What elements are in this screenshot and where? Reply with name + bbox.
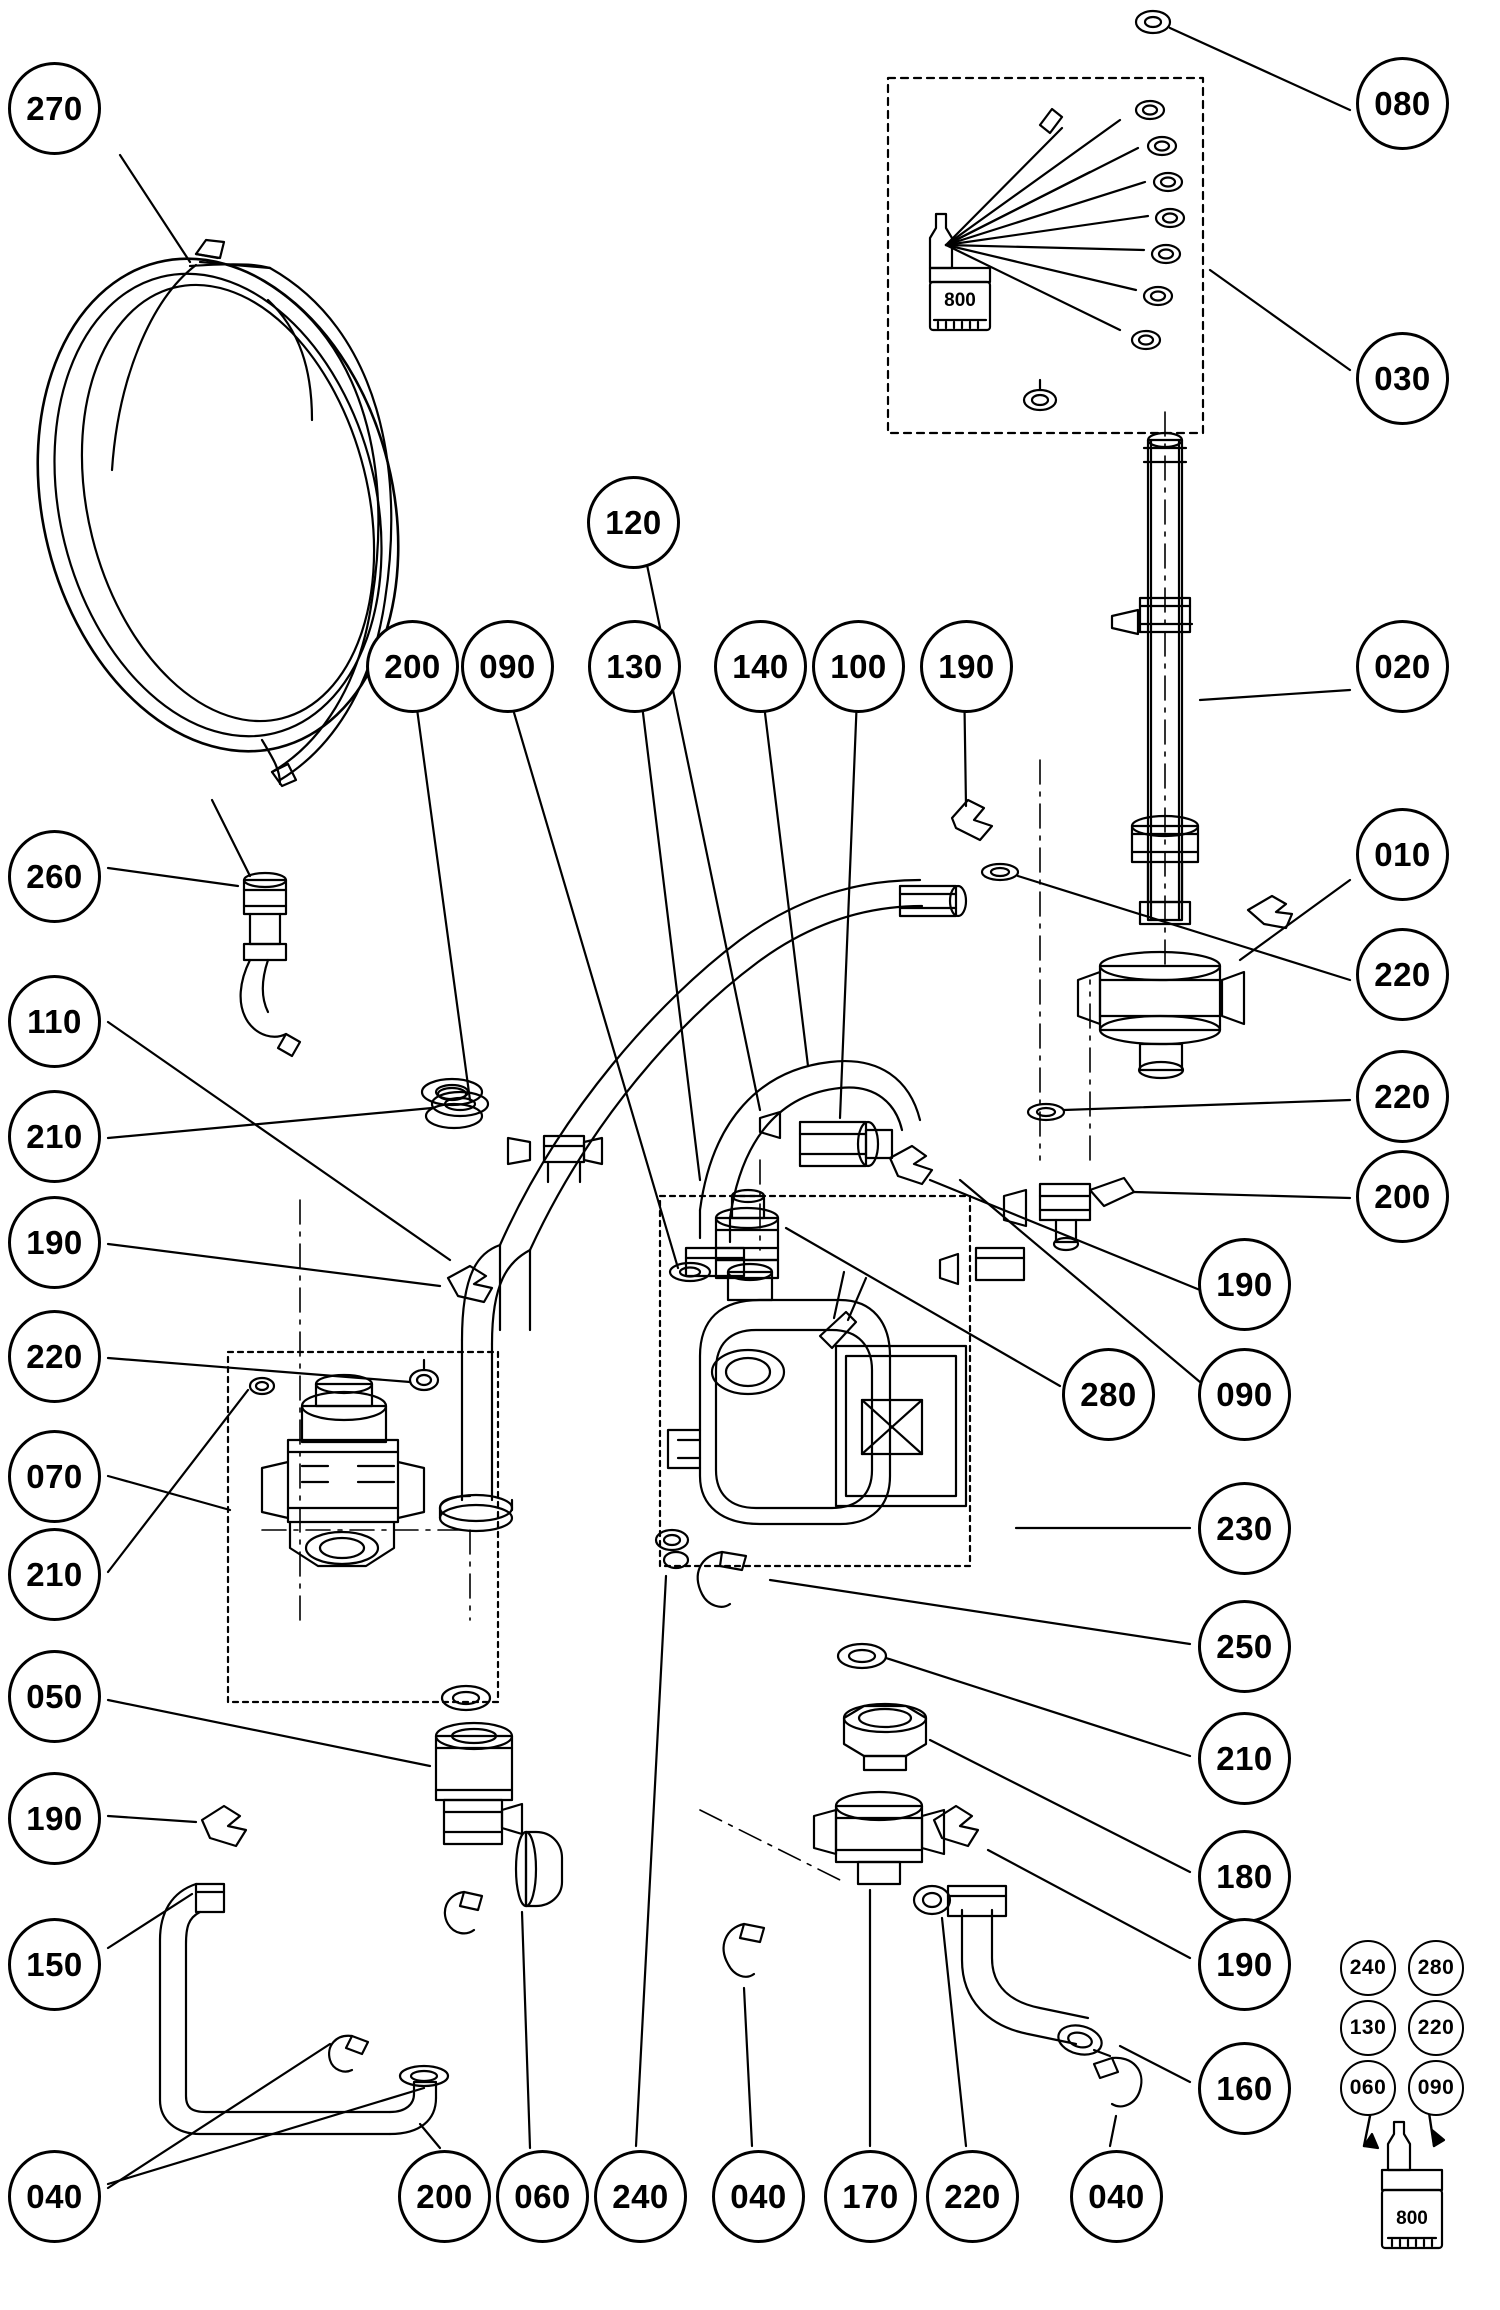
callout-170-39[interactable]: 170: [824, 2150, 917, 2243]
callout-040-34[interactable]: 040: [8, 2150, 101, 2243]
callout-210-25[interactable]: 210: [8, 1528, 101, 1621]
part-050-fitting: [436, 1723, 522, 1844]
callout-130-6[interactable]: 130: [588, 620, 681, 713]
leader-280: [786, 1228, 1060, 1386]
leader-040c: [1110, 2116, 1116, 2146]
part-100-union: [800, 1122, 892, 1166]
callout-010-12[interactable]: 010: [1356, 808, 1449, 901]
callout-200-35[interactable]: 200: [398, 2150, 491, 2243]
leader-060a: [522, 1912, 530, 2148]
leader-090a: [502, 672, 678, 1268]
part-010-tee-body: [1078, 952, 1244, 1078]
leader-050: [108, 1700, 430, 1766]
leader-240: [636, 1576, 666, 2146]
legend-item-280[interactable]: 280: [1408, 1940, 1464, 1996]
callout-200-17[interactable]: 200: [1356, 1150, 1449, 1243]
callout-040-41[interactable]: 040: [1070, 2150, 1163, 2243]
part-200-draincock: [1004, 1178, 1134, 1250]
leader-130: [638, 672, 700, 1180]
callout-140-7[interactable]: 140: [714, 620, 807, 713]
leader-160: [1120, 2046, 1190, 2082]
leader-070: [108, 1476, 230, 1510]
part-170-body: [814, 1792, 944, 1884]
leader-040a2: [108, 2044, 330, 2188]
callout-190-19[interactable]: 190: [1198, 1238, 1291, 1331]
part-190-clip-c: [890, 1146, 932, 1184]
leader-260b: [212, 800, 250, 876]
callout-090-22[interactable]: 090: [1198, 1348, 1291, 1441]
part-190-clip-d: [202, 1806, 246, 1846]
callout-210-28[interactable]: 210: [1198, 1712, 1291, 1805]
kit-bottle-label: 800: [944, 290, 976, 311]
callout-180-30[interactable]: 180: [1198, 1830, 1291, 1923]
part-260-connector: [241, 873, 300, 1056]
kit-contents-030: [930, 101, 1184, 410]
part-020-vertical-pipe: [1112, 433, 1198, 924]
leader-220b: [1064, 1100, 1350, 1110]
callout-270-0[interactable]: 270: [8, 62, 101, 155]
kit-box-070: [228, 1352, 498, 1702]
legend-item-220[interactable]: 220: [1408, 2000, 1464, 2056]
part-expansion-vessel: [0, 220, 448, 790]
leader-140: [760, 672, 808, 1066]
leader-190b: [108, 1244, 440, 1286]
callout-230-24[interactable]: 230: [1198, 1482, 1291, 1575]
leader-220a: [1018, 876, 1350, 980]
callout-160-33[interactable]: 160: [1198, 2042, 1291, 2135]
leader-250: [770, 1580, 1190, 1644]
part-220-washers: [982, 864, 1064, 1120]
kit-box-030: [888, 78, 1203, 433]
legend-item-240[interactable]: 240: [1340, 1940, 1396, 1996]
callout-080-1[interactable]: 080: [1356, 57, 1449, 150]
part-clip-010: [1248, 896, 1292, 928]
leader-020: [1200, 690, 1350, 700]
part-040-clip-right: [1094, 2058, 1141, 2107]
part-060-cap: [516, 1832, 562, 1906]
callout-220-40[interactable]: 220: [926, 2150, 1019, 2243]
callout-250-26[interactable]: 250: [1198, 1600, 1291, 1693]
part-090-port: [940, 1248, 1024, 1284]
part-210-washer-c: [838, 1644, 886, 1668]
leader-190e: [988, 1850, 1190, 1958]
callout-220-13[interactable]: 220: [1356, 928, 1449, 1021]
leader-200a: [412, 672, 470, 1100]
part-220-washer-c: [410, 1360, 438, 1390]
part-200-clip-a: [445, 1892, 482, 1933]
part-250-clip: [698, 1552, 746, 1607]
leader-040b: [744, 1988, 752, 2146]
callout-220-20[interactable]: 220: [8, 1310, 101, 1403]
legend-item-090[interactable]: 090: [1408, 2060, 1464, 2116]
part-210-washer-d: [250, 1378, 274, 1394]
part-190-clip-a: [448, 1266, 492, 1302]
part-180-nut: [844, 1704, 926, 1770]
leader-150: [108, 1894, 192, 1948]
callout-190-32[interactable]: 190: [1198, 1918, 1291, 2011]
callout-050-27[interactable]: 050: [8, 1650, 101, 1743]
part-160-pipe: [948, 1886, 1110, 2059]
legend-bottle-label: 800: [1396, 2208, 1428, 2229]
callout-280-21[interactable]: 280: [1062, 1348, 1155, 1441]
part-110-main-pipe: [440, 880, 966, 1531]
leader-080: [1170, 28, 1350, 110]
kit-box-280: [660, 1196, 970, 1566]
leader-200b: [1134, 1192, 1350, 1198]
callout-210-16[interactable]: 210: [8, 1090, 101, 1183]
leader-100: [840, 672, 858, 1118]
part-190-clip-b: [952, 800, 992, 840]
part-200-clip-b: [329, 2036, 368, 2072]
part-150-pipe: [160, 1884, 448, 2134]
leader-180: [930, 1740, 1190, 1872]
callout-090-5[interactable]: 090: [461, 620, 554, 713]
leader-110: [108, 1022, 450, 1260]
callout-040-38[interactable]: 040: [712, 2150, 805, 2243]
callout-020-10[interactable]: 020: [1356, 620, 1449, 713]
callout-150-31[interactable]: 150: [8, 1918, 101, 2011]
legend-item-130[interactable]: 130: [1340, 2000, 1396, 2056]
part-220-washer-d: [914, 1886, 950, 1914]
leader-270: [120, 155, 190, 262]
part-210-washer-e: [442, 1686, 490, 1710]
leader-040a: [108, 2088, 424, 2184]
leader-190d: [108, 1816, 196, 1822]
part-140-hose: [686, 1061, 920, 1276]
legend-item-060[interactable]: 060: [1340, 2060, 1396, 2116]
callout-260-11[interactable]: 260: [8, 830, 101, 923]
part-090-washer-a: [670, 1263, 710, 1281]
part-230-pump: [668, 1264, 966, 1524]
callout-240-37[interactable]: 240: [594, 2150, 687, 2243]
leader-030: [1210, 270, 1350, 370]
callout-200-4[interactable]: 200: [366, 620, 459, 713]
part-040-clip-mid: [724, 1924, 764, 1977]
leader-260: [108, 868, 238, 886]
callout-110-14[interactable]: 110: [8, 975, 101, 1068]
callout-220-15[interactable]: 220: [1356, 1050, 1449, 1143]
leader-010: [1240, 880, 1350, 960]
callout-190-29[interactable]: 190: [8, 1772, 101, 1865]
callout-190-9[interactable]: 190: [920, 620, 1013, 713]
part-210-washer-b: [656, 1530, 688, 1550]
callout-190-18[interactable]: 190: [8, 1196, 101, 1289]
part-080-washer: [1136, 11, 1170, 33]
callout-030-2[interactable]: 030: [1356, 332, 1449, 425]
leader-200c: [420, 2124, 440, 2148]
callout-070-23[interactable]: 070: [8, 1430, 101, 1523]
callout-100-8[interactable]: 100: [812, 620, 905, 713]
callout-120-3[interactable]: 120: [587, 476, 680, 569]
part-070-mixing-valve: [262, 1375, 424, 1566]
callout-060-36[interactable]: 060: [496, 2150, 589, 2243]
